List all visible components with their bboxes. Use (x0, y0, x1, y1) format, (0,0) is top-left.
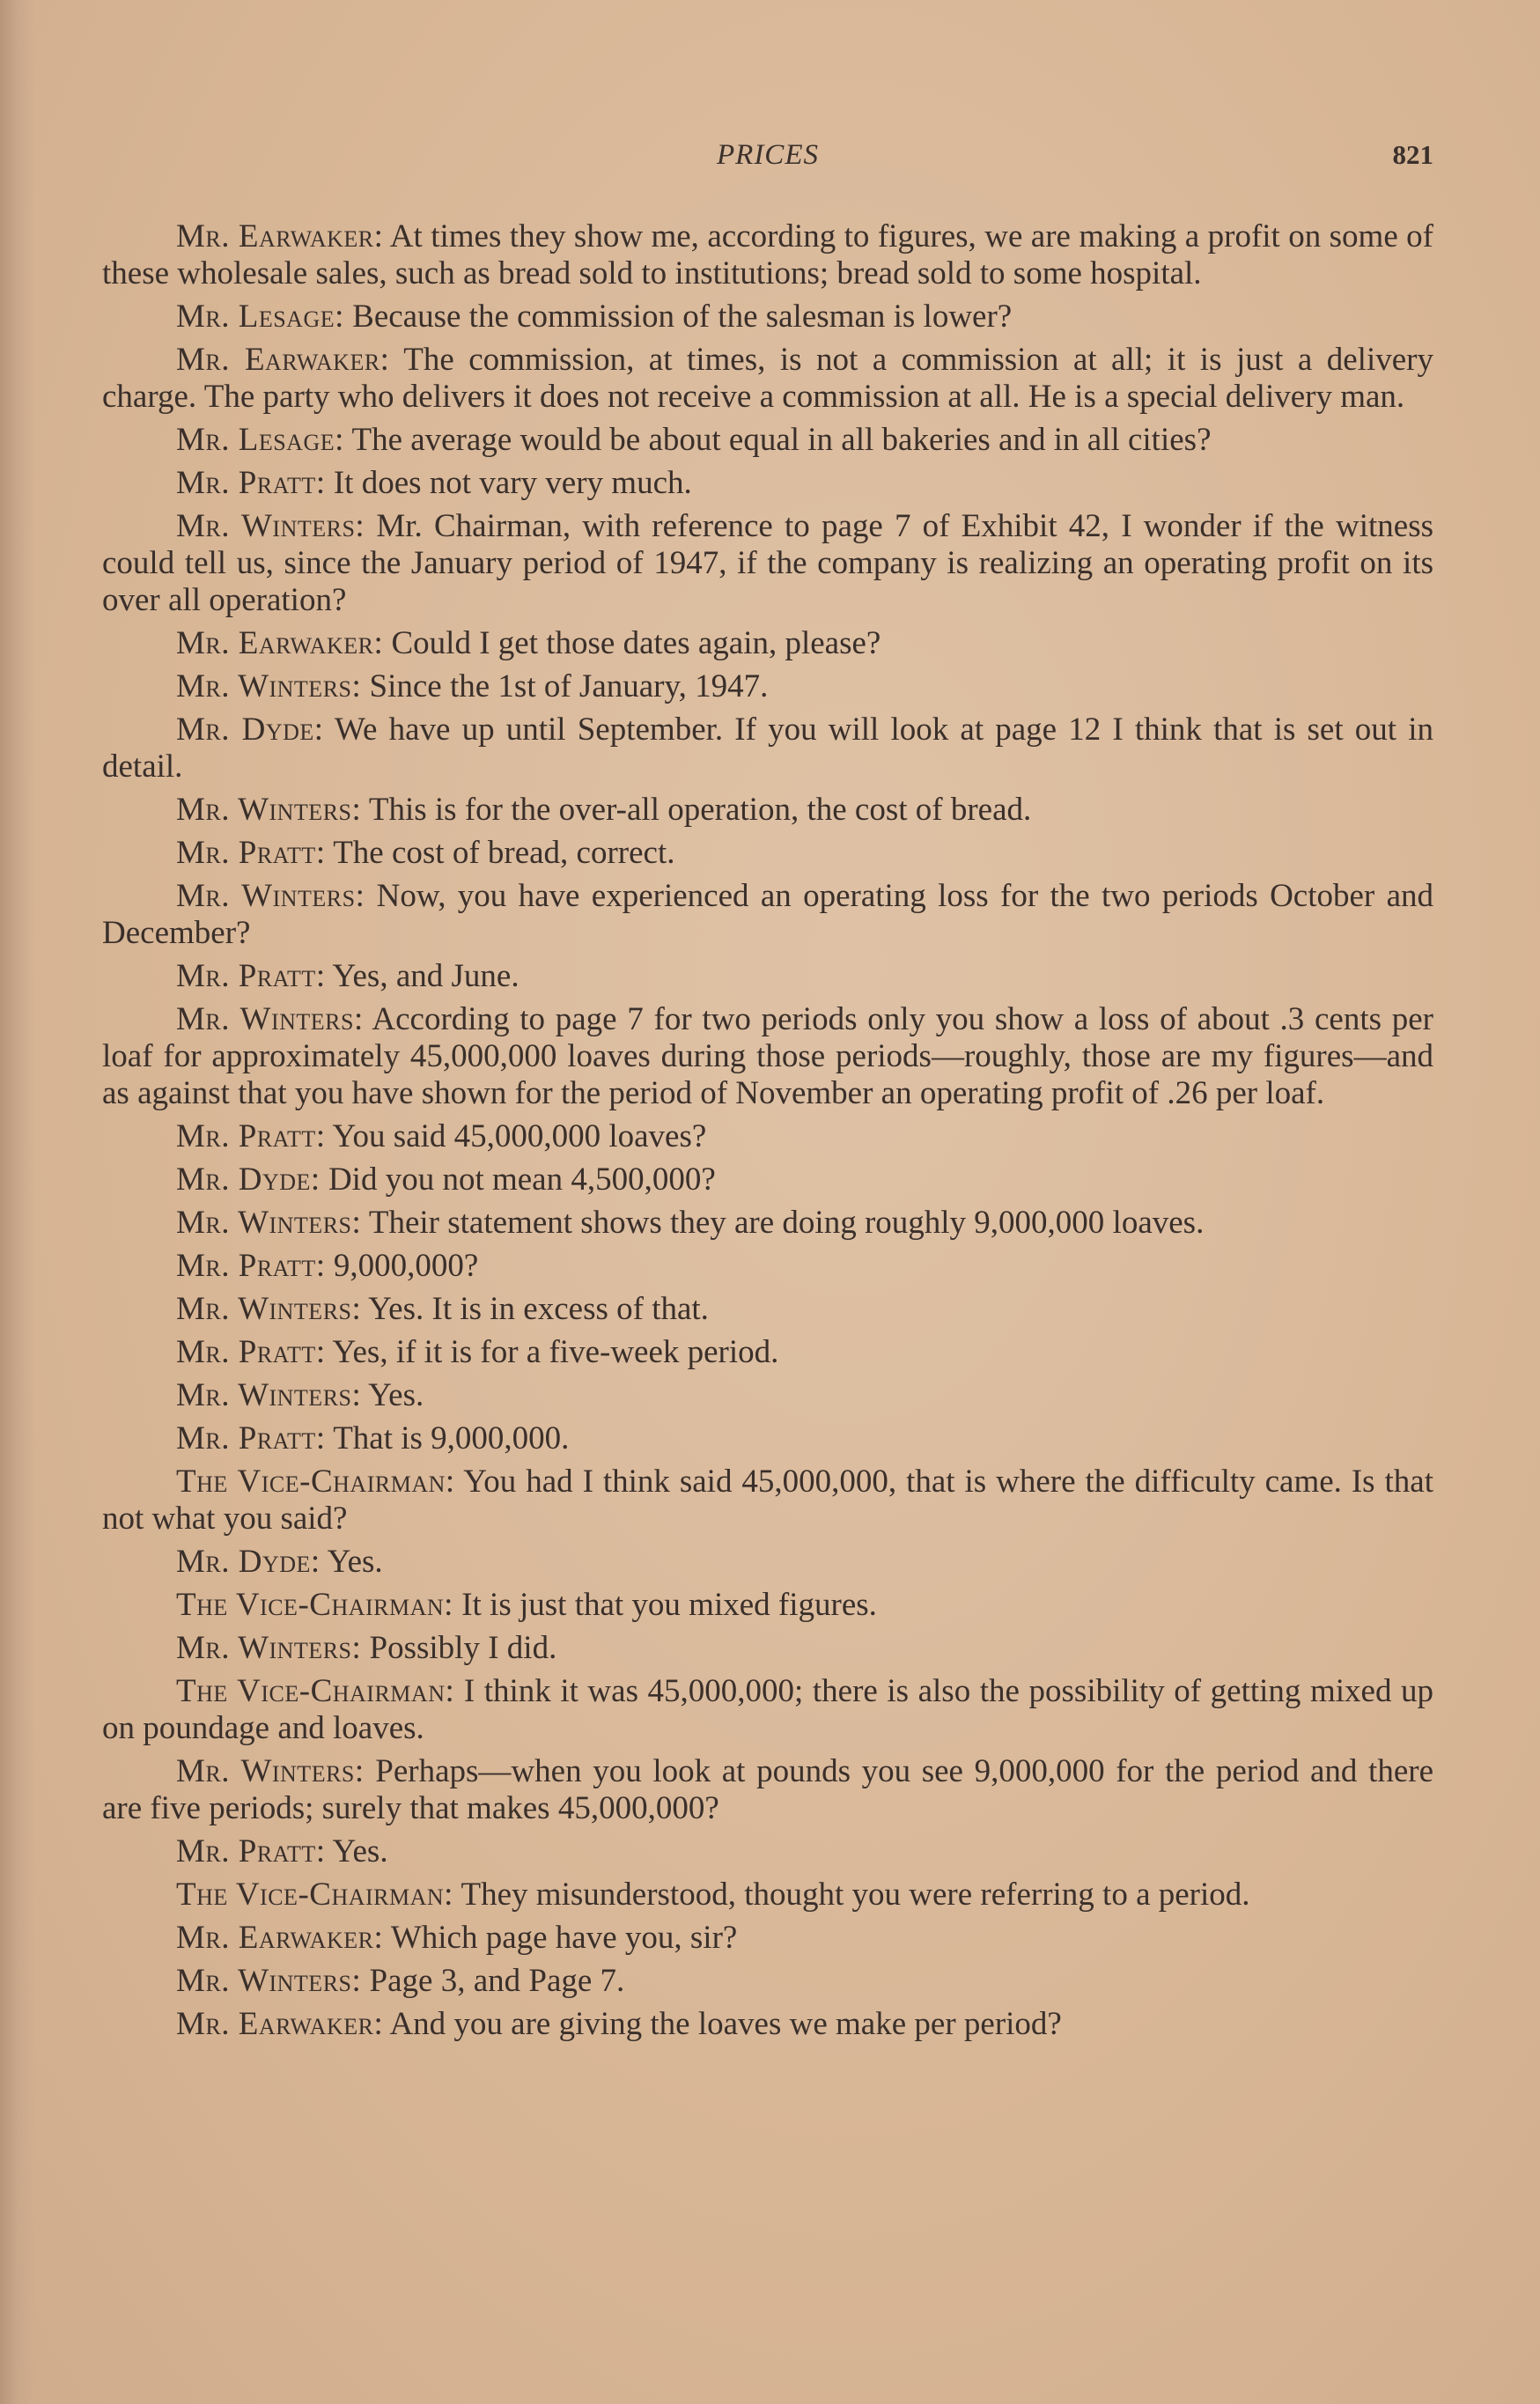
speech-text: I think it was 45,000,000; there is also the possibility of getting mixed up on poundage and loaves. (102, 1673, 1434, 1746)
transcript-paragraph (102, 1833, 1433, 1870)
speaker-name: Mr. Pratt: (176, 1833, 326, 1869)
speech-text: You had I think said 45,000,000, that is where the difficulty came. Is that not what you said? (102, 1464, 1434, 1537)
speaker-name: Mr. Pratt: (176, 1420, 326, 1456)
speaker-name: Mr. Pratt: (176, 1118, 326, 1154)
transcript-paragraph (102, 1334, 1433, 1371)
speaker-name: Mr. Dyde: (176, 1544, 321, 1580)
speaker-name: Mr. Lesage: (176, 299, 344, 335)
speech-text: This is for the over-all operation, the cost of bread. (361, 792, 1032, 828)
transcript-paragraph (102, 1377, 1433, 1414)
transcript-paragraph (102, 835, 1433, 872)
speaker-name: The Vice-Chairman: (176, 1673, 455, 1709)
transcript-paragraph (102, 2006, 1433, 2043)
speech-text: Now, you have experienced an operating loss for the two periods October and December? (102, 878, 1433, 951)
speech-text: Yes. (320, 1544, 383, 1580)
speech-text: Since the 1st of January, 1947. (361, 668, 769, 704)
speech-text: It does not vary very much. (325, 465, 692, 501)
speech-text: Could I get those dates again, please? (383, 625, 881, 661)
binding-shadow (0, 0, 35, 2404)
transcript-paragraph (102, 1420, 1433, 1457)
speaker-name: The Vice-Chairman: (176, 1587, 453, 1623)
transcript-paragraph (102, 1963, 1433, 2000)
speech-text: The commission, at times, is not a commission at all; it is just a delivery charge. The party who delivers it does not receive a commission at all. He is a special delivery man. (102, 342, 1433, 415)
transcript-paragraph (102, 342, 1433, 416)
speech-text: They misunderstood, thought you were referring to a period. (453, 1877, 1250, 1913)
transcript-paragraph (102, 1673, 1433, 1747)
speech-text: Page 3, and Page 7. (361, 1963, 625, 1999)
speaker-name: Mr. Winters: (176, 668, 362, 704)
speaker-name: Mr. Earwaker: (176, 218, 384, 254)
speech-text: At times they show me, according to figures, we are making a profit on some of these wholesale sales, such as bread sold to institutions; bread sold to some hospital. (102, 218, 1433, 291)
speech-text: Perhaps—when you look at pounds you see 9,000,000 for the period and there are five periods; surely that makes 45,000,000? (102, 1753, 1433, 1826)
transcript-paragraph (102, 422, 1433, 459)
speaker-name: Mr. Winters: (176, 1001, 364, 1037)
transcript-paragraph (102, 1753, 1433, 1827)
transcript-paragraph (102, 668, 1433, 705)
speech-text: And you are giving the loaves we make per period? (383, 2006, 1062, 2042)
speech-text: Yes, if it is for a five-week period. (325, 1334, 779, 1370)
transcript-paragraph (102, 1544, 1433, 1581)
speaker-name: Mr. Winters: (176, 1630, 362, 1666)
speaker-name: Mr. Earwaker: (176, 342, 390, 378)
page-header (102, 139, 1433, 183)
speech-text: Which page have you, sir? (383, 1920, 738, 1956)
speech-text: The average would be about equal in all bakeries and in all cities? (343, 422, 1212, 458)
speaker-name: Mr. Dyde: (176, 1161, 321, 1198)
speaker-name: Mr. Winters: (176, 1963, 362, 1999)
speaker-name: The Vice-Chairman: (176, 1877, 453, 1913)
page-number: 821 (1392, 139, 1433, 170)
speech-text: Yes. (325, 1833, 388, 1869)
speaker-name: The Vice-Chairman: (176, 1464, 455, 1500)
speech-text: Did you not mean 4,500,000? (320, 1161, 716, 1198)
transcript-paragraph (102, 1587, 1433, 1624)
transcript-paragraph (102, 1291, 1433, 1328)
speaker-name: Mr. Pratt: (176, 835, 326, 871)
speaker-name: Mr. Lesage: (176, 422, 344, 458)
speaker-name: Mr. Pratt: (176, 465, 326, 501)
speech-text: The cost of bread, correct. (325, 835, 675, 871)
speaker-name: Mr. Pratt: (176, 958, 326, 994)
speech-text: Yes. (361, 1377, 424, 1413)
transcript-paragraph (102, 299, 1433, 336)
transcript-paragraph (102, 508, 1433, 619)
transcript-paragraph (102, 218, 1433, 292)
speech-text: You said 45,000,000 loaves? (325, 1118, 707, 1154)
transcript-paragraph (102, 1001, 1433, 1112)
transcript-body (102, 218, 1433, 2049)
transcript-paragraph (102, 1877, 1433, 1914)
speech-text: Mr. Chairman, with reference to page 7 of Exhibit 42, I wonder if the witness could tell us, since the January period of 1947, if the company is realizing an operating profit on its over all operation? (102, 508, 1433, 618)
transcript-paragraph (102, 958, 1433, 995)
speaker-name: Mr. Earwaker: (176, 1920, 384, 1956)
speech-text: Yes. It is in excess of that. (361, 1291, 709, 1327)
transcript-paragraph (102, 792, 1433, 829)
speech-text: Possibly I did. (361, 1630, 557, 1666)
transcript-paragraph (102, 1205, 1433, 1242)
speaker-name: Mr. Winters: (176, 1291, 362, 1327)
transcript-paragraph (102, 465, 1433, 502)
transcript-paragraph (102, 878, 1433, 952)
speech-text: Yes, and June. (325, 958, 519, 994)
speaker-name: Mr. Winters: (176, 878, 365, 914)
speech-text: Because the commission of the salesman is lower? (343, 299, 1013, 335)
speaker-name: Mr. Dyde: (176, 712, 324, 748)
transcript-paragraph (102, 1920, 1433, 1957)
transcript-paragraph (102, 1630, 1433, 1667)
speaker-name: Mr. Winters: (176, 1377, 362, 1413)
speaker-name: Mr. Winters: (176, 508, 365, 544)
speaker-name: Mr. Pratt: (176, 1334, 326, 1370)
speech-text: We have up until September. If you will look at page 12 I think that is set out in detail. (102, 712, 1433, 785)
speech-text: Their statement shows they are doing roughly 9,000,000 loaves. (361, 1205, 1205, 1241)
speaker-name: Mr. Winters: (176, 1205, 362, 1241)
transcript-paragraph (102, 1118, 1433, 1155)
speaker-name: Mr. Pratt: (176, 1248, 326, 1284)
speaker-name: Mr. Winters: (176, 792, 362, 828)
speech-text: It is just that you mixed figures. (453, 1587, 877, 1623)
speaker-name: Mr. Earwaker: (176, 2006, 384, 2042)
speech-text: According to page 7 for two periods only you show a loss of about .3 cents per loaf for approximately 45,000,000 loaves during those periods—roughly, those are my figures—and as against that you have shown for the period of November an operating profit of .26 per loaf. (102, 1001, 1433, 1111)
transcript-paragraph (102, 1464, 1433, 1538)
speaker-name: Mr. Winters: (176, 1753, 365, 1789)
running-head: PRICES (717, 139, 819, 171)
transcript-paragraph (102, 712, 1433, 785)
transcript-paragraph (102, 625, 1433, 662)
speech-text: That is 9,000,000. (325, 1420, 570, 1456)
transcript-paragraph (102, 1248, 1433, 1285)
speaker-name: Mr. Earwaker: (176, 625, 384, 661)
transcript-paragraph (102, 1161, 1433, 1198)
speech-text: 9,000,000? (325, 1248, 479, 1284)
